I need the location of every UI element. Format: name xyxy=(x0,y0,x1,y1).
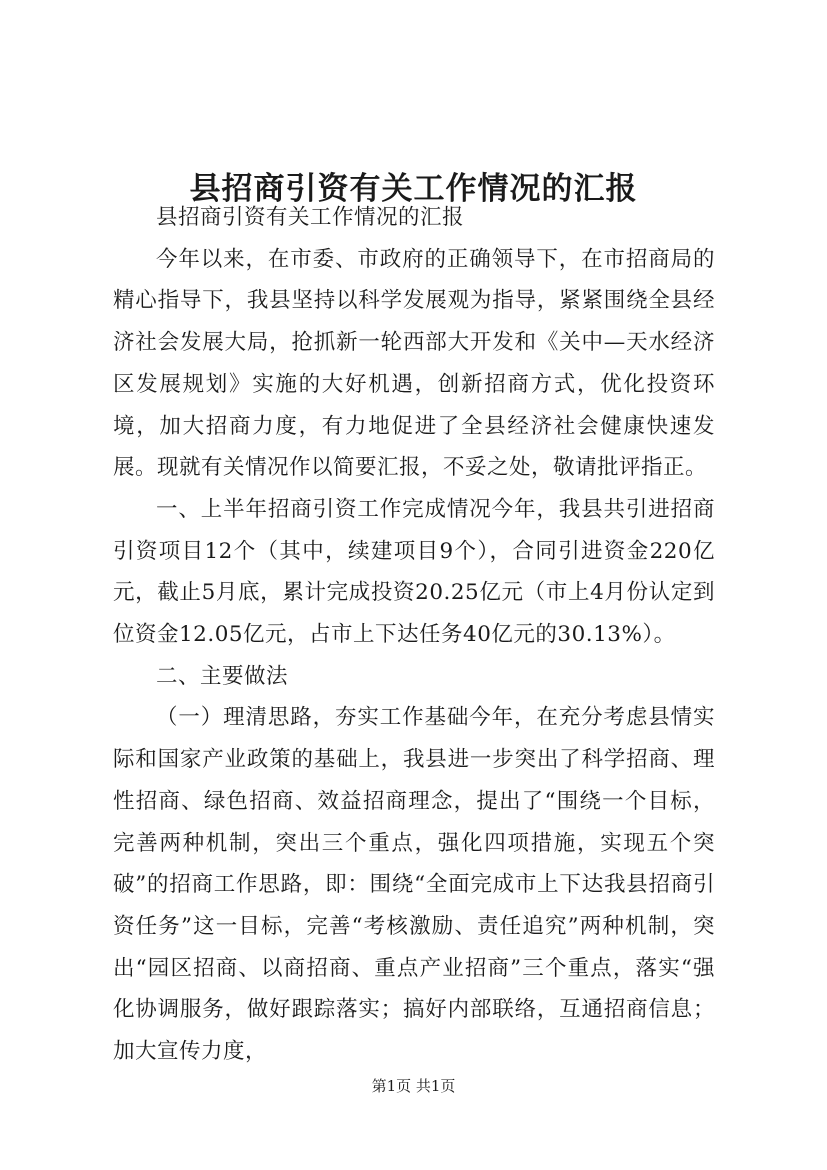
subsection-one-paragraph: （一）理清思路，夯实工作基础今年，在充分考虑县情实际和国家产业政策的基础上，我县进一步突出了科学招商、理性招商、绿色招商、效益招商理念，提出了“围绕一个目标，完善两种机制，突出三个重点，强化四项措施，实现五个突破”的招商工作思路，即：围绕“全面完成市上下达我县招商引资任务”这一目标，完善“考核激励、责任追究”两种机制，突出“园区招商、以商招商、重点产业招商”三个重点，落实“强化协调服务，做好跟踪落实；搞好内部联络，互通招商信息；加大宣传力度， xyxy=(113,705,715,1065)
section-one-paragraph: 一、上半年招商引资工作完成情况今年，我县共引进招商引资项目12个（其中，续建项目9个），合同引进资金220亿元，截止5月底，累计完成投资20.25亿元（市上4月份认定到位资金12.05亿元，占市上下达任务40亿元的30.13%）。 xyxy=(113,496,715,648)
page-number-footer: 第1页 共1页 xyxy=(371,1077,456,1095)
subtitle-paragraph: 县招商引资有关工作情况的汇报 xyxy=(156,205,465,230)
document-title: 县招商引资有关工作情况的汇报 xyxy=(189,170,638,207)
intro-paragraph: 今年以来，在市委、市政府的正确领导下，在市招商局的精心指导下，我县坚持以科学发展观为指导，紧紧围绕全县经济社会发展大局，抢抓新一轮西部大开发和《关中—天水经济区发展规划》实施的大好机遇，创新招商方式，优化投资环境，加大招商力度，有力地促进了全县经济社会健康快速发展。现就有关情况作以简要汇报，不妥之处，敬请批评指正。 xyxy=(113,246,715,481)
section-two-heading: 二、主要做法 xyxy=(156,663,289,689)
document-body xyxy=(113,197,715,1073)
